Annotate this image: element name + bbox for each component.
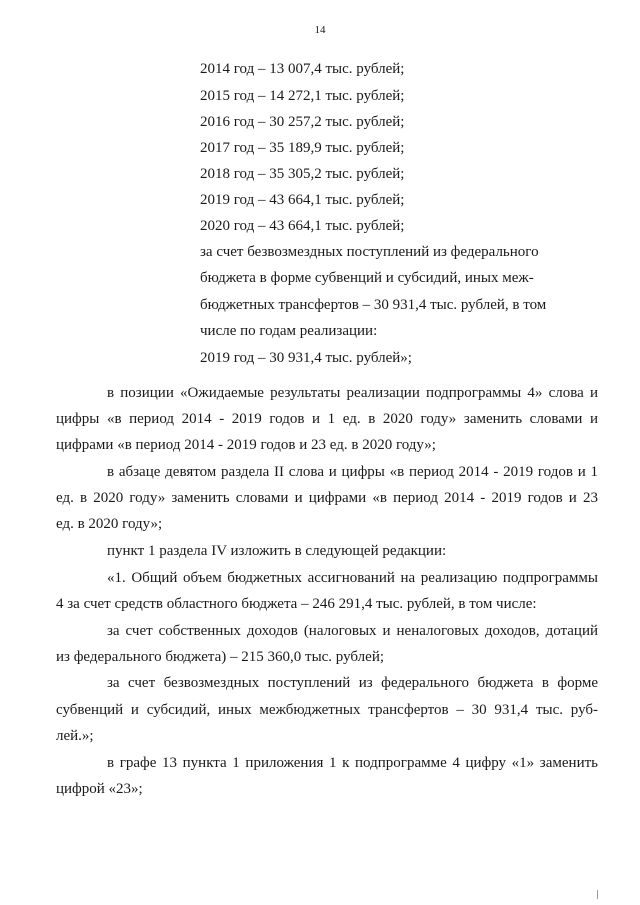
federal-line: за счет безвозмездных поступлений из федерального xyxy=(200,244,539,260)
year-line: 2015 год – 14 272,1 тыс. рублей; xyxy=(200,88,405,104)
paragraph-line: 4 за счет средств областного бюджета – 246 291,4 тыс. рублей, в том числе: xyxy=(56,596,537,612)
paragraph-line: за счет безвозмездных поступлений из федерального бюджета в форме xyxy=(107,675,598,691)
paragraph-line: цифрой «23»; xyxy=(56,781,143,797)
paragraph-line: «1. Общий объем бюджетных ассигнований на реализацию подпрограммы xyxy=(107,570,598,586)
page-number: 14 xyxy=(314,24,326,36)
year-line: 2019 год – 43 664,1 тыс. рублей; xyxy=(200,192,405,208)
federal-line: бюджетных трансфертов – 30 931,4 тыс. рублей, в том xyxy=(200,297,547,313)
federal-line: бюджета в форме субвенций и субсидий, иных меж- xyxy=(200,270,534,286)
paragraph-line: пункт 1 раздела IV изложить в следующей редакции: xyxy=(107,543,447,559)
paragraph-line: ед. в 2020 году»; xyxy=(56,516,163,532)
year-line: 2014 год – 13 007,4 тыс. рублей; xyxy=(200,61,405,77)
federal-line: 2019 год – 30 931,4 тыс. рублей»; xyxy=(200,350,412,366)
paragraph-line: из федерального бюджета) – 215 360,0 тыс. рублей; xyxy=(56,649,385,665)
year-line: 2017 год – 35 189,9 тыс. рублей; xyxy=(200,140,405,156)
paragraph-line: лей.»; xyxy=(56,728,94,744)
paragraph-line: в позиции «Ожидаемые результаты реализации подпрограммы 4» слова и xyxy=(107,385,598,401)
paragraph-line: за счет собственных доходов (налоговых и неналоговых доходов, дотаций xyxy=(107,623,598,639)
paragraph-line: цифры «в период 2014 - 2019 годов и 1 ед. в 2020 году» заменить словами и xyxy=(56,411,598,427)
year-line: 2020 год – 43 664,1 тыс. рублей; xyxy=(200,218,405,234)
paragraph-line: в графе 13 пункта 1 приложения 1 к подпрограмме 4 цифру «1» заменить xyxy=(107,755,598,771)
paragraph-line: субвенций и субсидий, иных межбюджетных трансфертов – 30 931,4 тыс. руб- xyxy=(56,702,598,718)
scan-edge-mark xyxy=(597,890,598,899)
year-line: 2016 год – 30 257,2 тыс. рублей; xyxy=(200,114,405,130)
paragraph-line: в абзаце девятом раздела II слова и цифры «в период 2014 - 2019 годов и 1 xyxy=(107,464,598,480)
federal-line: числе по годам реализации: xyxy=(200,323,378,339)
year-line: 2018 год – 35 305,2 тыс. рублей; xyxy=(200,166,405,182)
paragraph-line: ед. в 2020 году» заменить словами и цифрами «в период 2014 - 2019 годов и 23 xyxy=(56,490,598,506)
paragraph-line: цифрами «в период 2014 - 2019 годов и 23 ед. в 2020 году»; xyxy=(56,437,436,453)
